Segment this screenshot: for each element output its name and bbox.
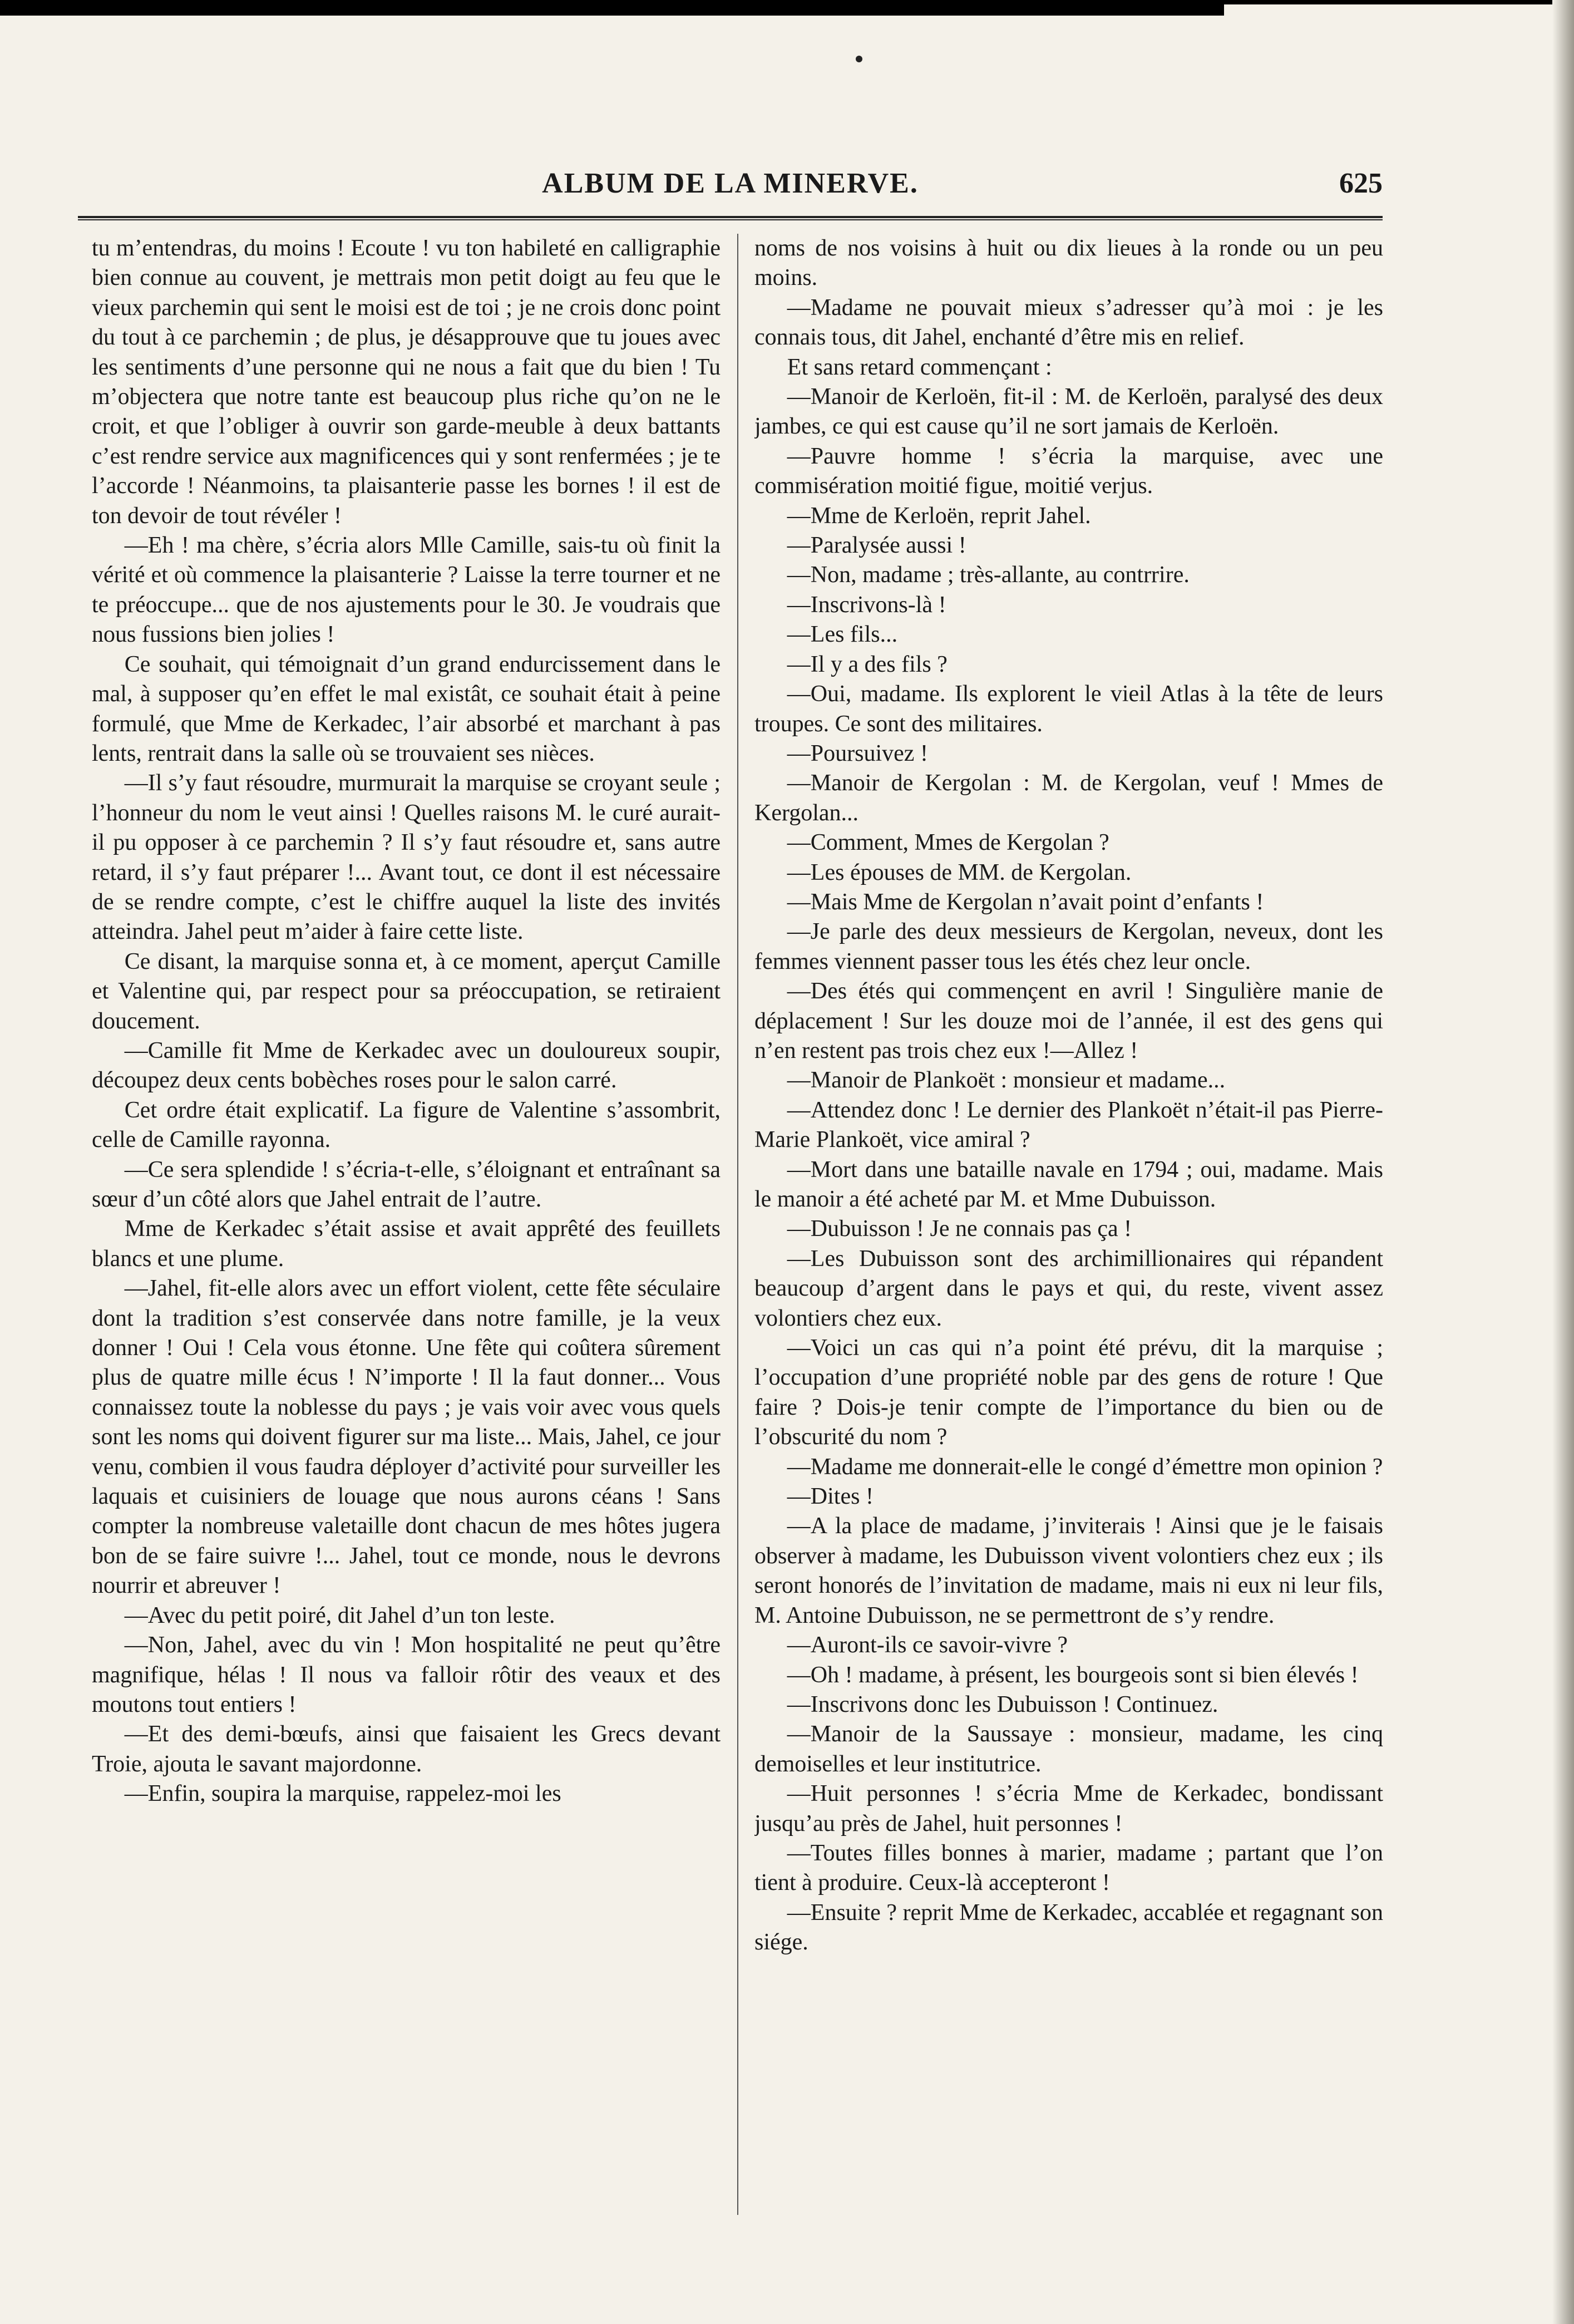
paragraph: —Toutes filles bonnes à marier, madame ; partant que l’on tient à produire. Ceux-là accepteront ! bbox=[754, 1840, 1383, 1896]
paragraph: —Manoir de Kerloën, fit-il : M. de Kerloën, paralysé des deux jambes, ce qui est cause qu’il ne sort jamais de Kerloën. bbox=[754, 384, 1383, 440]
paragraph: —Jahel, fit-elle alors avec un effort violent, cette fête séculaire dont la tradition s’est conservée dans notre famille, je la veux donner ! Oui ! Cela vous étonne. Une fête qui coûtera sûrement plus de quatre mille écus ! N’importe ! Il la faut donner... Vous connaissez toute la noblesse du pays ; je vais voir avec vous quels sont les noms qui doivent figurer sur ma liste... Mais, Jahel, ce jour venu, combien il vous faudra déployer d’activité pour surveiller les laquais et cuisiniers de louage que nous aurons céans ! Sans compter la nombreuse valetaille dont chacun de mes hôtes jugera bon de se faire suivre !... Jahel, tout ce monde, nous le devrons nourrir et abreuver ! bbox=[92, 1276, 721, 1599]
paragraph: —Il s’y faut résoudre, murmurait la marquise se croyant seule ; l’honneur du nom le veut ainsi ! Quelles raisons M. le curé aurait-il pu opposer à ce parchemin ? Il s’y faut résoudre et, sans autre retard, il s’y faut préparer !... Avant tout, ce dont il est nécessaire de se rendre compte, c’est le chiffre auquel la liste des invités atteindra. Jahel peut m’aider à faire cette liste. bbox=[92, 770, 721, 945]
paragraph: —Ensuite ? reprit Mme de Kerkadec, accablée et regagnant son siége. bbox=[754, 1899, 1383, 1956]
paragraph: —Non, madame ; très-allante, au contrrire. bbox=[787, 562, 1190, 588]
paragraph: —Oh ! madame, à présent, les bourgeois sont si bien élevés ! bbox=[787, 1662, 1359, 1688]
paragraph: —Inscrivons-là ! bbox=[787, 592, 946, 618]
paragraph: —Mais Mme de Kergolan n’avait point d’enfants ! bbox=[787, 889, 1264, 915]
paragraph: —Voici un cas qui n’a point été prévu, dit la marquise ; l’occupation d’une propriété noble par des gens de roture ! Que faire ? Dois-je tenir compte de l’importance du bien ou de l’obscurité du nom ? bbox=[754, 1335, 1383, 1450]
paragraph: —Attendez donc ! Le dernier des Plankoët n’était-il pas Pierre-Marie Plankoët, vice amiral ? bbox=[754, 1097, 1383, 1153]
paragraph: Ce souhait, qui témoignait d’un grand endurcissement dans le mal, à supposer qu’en effet le mal existât, ce souhait était à peine formulé, que Mme de Kerkadec, l’air absorbé et marchant à pas lents, rentrait dans la salle où se trouvaient ses nièces. bbox=[92, 651, 721, 766]
paragraph: —Mme de Kerloën, reprit Jahel. bbox=[787, 503, 1091, 529]
paragraph: —Pauvre homme ! s’écria la marquise, avec une commisération moitié figue, moitié verjus. bbox=[754, 443, 1383, 499]
paragraph: —Il y a des fils ? bbox=[787, 651, 948, 677]
paragraph: noms de nos voisins à huit ou dix lieues à la ronde ou un peu moins. bbox=[754, 235, 1383, 291]
paragraph: Et sans retard commençant : bbox=[787, 354, 1052, 380]
paragraph: —Les Dubuisson sont des archimillionaires qui répandent beaucoup d’argent dans le pays et qui, du reste, vivent assez volontiers chez eux. bbox=[754, 1245, 1383, 1331]
paragraph: —Les fils... bbox=[787, 622, 898, 648]
paragraph: —Comment, Mmes de Kergolan ? bbox=[787, 830, 1109, 856]
paragraph: Ce disant, la marquise sonna et, à ce moment, aperçut Camille et Valentine qui, par respect pour sa préoccupation, se retiraient doucement. bbox=[92, 948, 721, 1034]
paragraph: tu m’entendras, du moins ! Ecoute ! vu ton habileté en calligraphie bien connue au couvent, je mettrais mon petit doigt au feu que le vieux parchemin qui sent le moisi est de toi ; je ne crois donc point du tout à ce parchemin ; de plus, je désapprouve que tu joues avec les sentiments d’une personne qui ne nous a fait que du bien ! Tu m’objectera que notre tante est beaucoup plus riche qu’on ne le croit, et que l’obliger à ouvrir son garde-meuble à deux battants c’est rendre service aux magnificences qui y sont renfermées ; je te l’accorde ! Néanmoins, ta plaisanterie passe les bornes ! il est de ton devoir de tout révéler ! bbox=[92, 235, 721, 529]
scan-right-edge bbox=[1552, 0, 1574, 2324]
right-column bbox=[754, 234, 1383, 2248]
paragraph: —Manoir de la Saussaye : monsieur, madame, les cinq demoiselles et leur institutrice. bbox=[754, 1721, 1383, 1777]
paragraph: —Manoir de Kergolan : M. de Kergolan, veuf ! Mmes de Kergolan... bbox=[754, 770, 1383, 826]
left-column bbox=[92, 234, 721, 2248]
paragraph: —Ce sera splendide ! s’écria-t-elle, s’éloignant et entraînant sa sœur d’un côté alors que Jahel entrait de l’autre. bbox=[92, 1156, 721, 1212]
page-header bbox=[78, 167, 1383, 206]
paragraph: —Dites ! bbox=[787, 1484, 874, 1510]
paragraph: —Eh ! ma chère, s’écria alors Mlle Camille, sais-tu où finit la vérité et où commence la plaisanterie ? Laisse la terre tourner et ne te préoccupe... que de nos ajustements pour le 30. Je voudrais que nous fussions bien jolies ! bbox=[92, 533, 721, 648]
paragraph: —Paralysée aussi ! bbox=[787, 533, 966, 559]
paragraph: —Madame me donnerait-elle le congé d’émettre mon opinion ? bbox=[787, 1454, 1383, 1480]
paragraph: —Poursuivez ! bbox=[787, 740, 928, 766]
paragraph: —Non, Jahel, avec du vin ! Mon hospitalité ne peut qu’être magnifique, hélas ! Il nous va falloir rôtir des veaux et des moutons tout entiers ! bbox=[92, 1632, 721, 1717]
paragraph: —Oui, madame. Ils explorent le vieil Atlas à la tête de leurs troupes. Ce sont des militaires. bbox=[754, 681, 1383, 737]
paragraph: —A la place de madame, j’inviterais ! Ainsi que je le faisais observer à madame, les Dubuisson vivent volontiers chez eux ; ils seront honorés de l’invitation de madame, mais ni eux ni leur fils, M. Antoine Dubuisson, ne se permettront de s’y rendre. bbox=[754, 1513, 1383, 1628]
header-rule bbox=[78, 216, 1383, 220]
paragraph: —Des étés qui commençent en avril ! Singulière manie de déplacement ! Sur les douze moi de l’année, il est des gens qui n’en restent pas trois chez eux !—Allez ! bbox=[754, 978, 1383, 1063]
paragraph: —Enfin, soupira la marquise, rappelez-moi les bbox=[124, 1781, 561, 1807]
paragraph: —Huit personnes ! s’écria Mme de Kerkadec, bondissant jusqu’au près de Jahel, huit personnes ! bbox=[754, 1781, 1383, 1836]
scan-top-border bbox=[0, 0, 1224, 16]
paragraph: —Dubuisson ! Je ne connais pas ça ! bbox=[787, 1216, 1132, 1242]
running-title: ALBUM DE LA MINERVE. bbox=[542, 168, 919, 199]
paragraph: Cet ordre était explicatif. La figure de Valentine s’assombrit, celle de Camille rayonna. bbox=[92, 1097, 721, 1153]
paragraph: —Manoir de Plankoët : monsieur et madame... bbox=[787, 1067, 1226, 1094]
paragraph: —Madame ne pouvait mieux s’adresser qu’à moi : je les connais tous, dit Jahel, enchanté d’être mis en relief. bbox=[754, 294, 1383, 351]
paragraph: —Les épouses de MM. de Kergolan. bbox=[787, 859, 1132, 885]
ink-speck bbox=[856, 56, 862, 62]
scan-top-border-right bbox=[1224, 0, 1574, 4]
paragraph: —Avec du petit poiré, dit Jahel d’un ton leste. bbox=[124, 1602, 555, 1628]
paragraph: —Auront-ils ce savoir-vivre ? bbox=[787, 1632, 1068, 1658]
paragraph: —Inscrivons donc les Dubuisson ! Continuez. bbox=[787, 1691, 1218, 1717]
page-number: 625 bbox=[1339, 168, 1383, 199]
column-divider bbox=[737, 234, 738, 2215]
paragraph: —Et des demi-bœufs, ainsi que faisaient les Grecs devant Troie, ajouta le savant majordonne. bbox=[92, 1721, 721, 1777]
paragraph: —Je parle des deux messieurs de Kergolan, neveux, dont les femmes viennent passer tous les étés chez leur oncle. bbox=[754, 919, 1383, 974]
paragraph: Mme de Kerkadec s’était assise et avait apprêté des feuillets blancs et une plume. bbox=[92, 1216, 721, 1272]
paragraph: —Mort dans une bataille navale en 1794 ; oui, madame. Mais le manoir a été acheté par M. et Mme Dubuisson. bbox=[754, 1156, 1383, 1212]
paragraph: —Camille fit Mme de Kerkadec avec un douloureux soupir, découpez deux cents bobèches roses pour le salon carré. bbox=[92, 1037, 721, 1094]
